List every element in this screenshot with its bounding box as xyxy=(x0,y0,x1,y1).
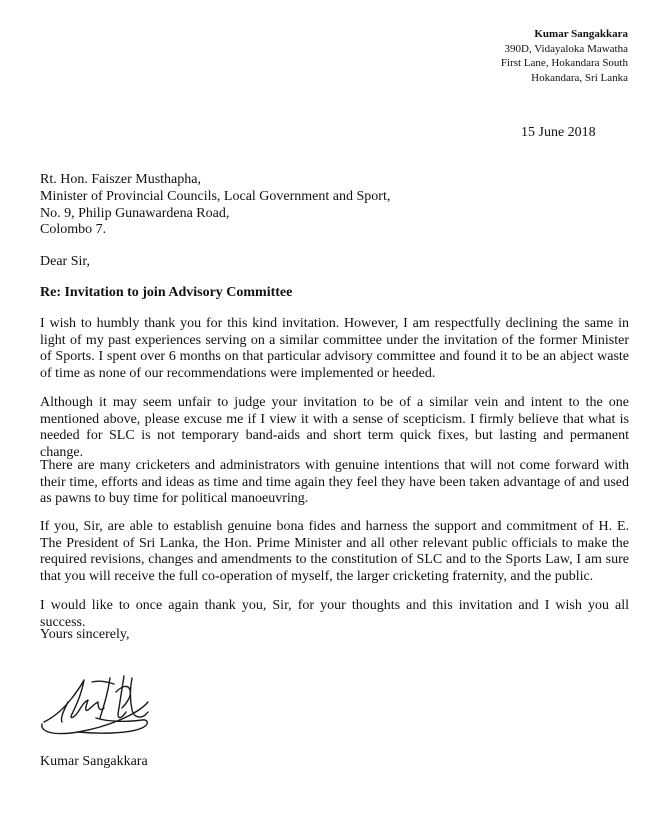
body-paragraph: I wish to humbly thank you for this kind invitation. However, I am respectfully declining the same in light of my past experiences serving on a similar committee under the invitation of the former Minister of Sports. I spent over 6 months on that particular advisory committee and found it to be an abject waste of time as none of our recommendations were implemented or heeded. xyxy=(40,316,629,381)
recipient-line: Colombo 7. xyxy=(40,222,107,238)
closing: Yours sincerely, xyxy=(40,627,130,642)
subject-line: Re: Invitation to join Advisory Committee xyxy=(40,285,293,300)
letter-date: 15 June 2018 xyxy=(521,125,596,140)
body-paragraph: If you, Sir, are able to establish genuine bona fides and harness the support and commitment of H. E. The President of Sri Lanka, the Hon. Prime Minister and all other relevant public officials to make the required revisions, changes and amendments to the constitution of SLC and to the Sports Law, I am sure that you will receive the full co-operation of myself, the larger cricketing fraternity, and the public. xyxy=(40,519,629,584)
signer-name: Kumar Sangakkara xyxy=(40,754,148,769)
salutation: Dear Sir, xyxy=(40,254,90,269)
sender-address-line: Hokandara, Sri Lanka xyxy=(531,71,628,84)
sender-name: Kumar Sangakkara xyxy=(534,28,628,40)
sender-block xyxy=(501,27,628,85)
recipient-line: Minister of Provincial Councils, Local Government and Sport, xyxy=(40,188,391,204)
body-paragraph: I would like to once again thank you, Sir, for your thoughts and this invitation and I wish you all success. xyxy=(40,598,629,630)
signature-icon xyxy=(38,662,158,742)
recipient-block xyxy=(40,172,390,239)
sender-address-line: 390D, Vidayaloka Mawatha xyxy=(504,42,628,55)
recipient-line: No. 9, Philip Gunawardena Road, xyxy=(40,205,230,221)
body-paragraph: Although it may seem unfair to judge your invitation to be of a similar vein and intent to the one mentioned above, please excuse me if I view it with a sense of scepticism. I firmly believe that what is needed for SLC is not temporary band-aids and short term quick fixes, but lasting and permanent change. xyxy=(40,395,629,460)
recipient-line: Rt. Hon. Faiszer Musthapha, xyxy=(40,172,201,187)
body-paragraph: There are many cricketers and administrators with genuine intentions that will not come forward with their time, efforts and ideas as time and time again they feel they have been taken advantage of and used as pawns to buy time for political manoeuvring. xyxy=(40,458,629,506)
sender-address-line: First Lane, Hokandara South xyxy=(500,57,628,69)
